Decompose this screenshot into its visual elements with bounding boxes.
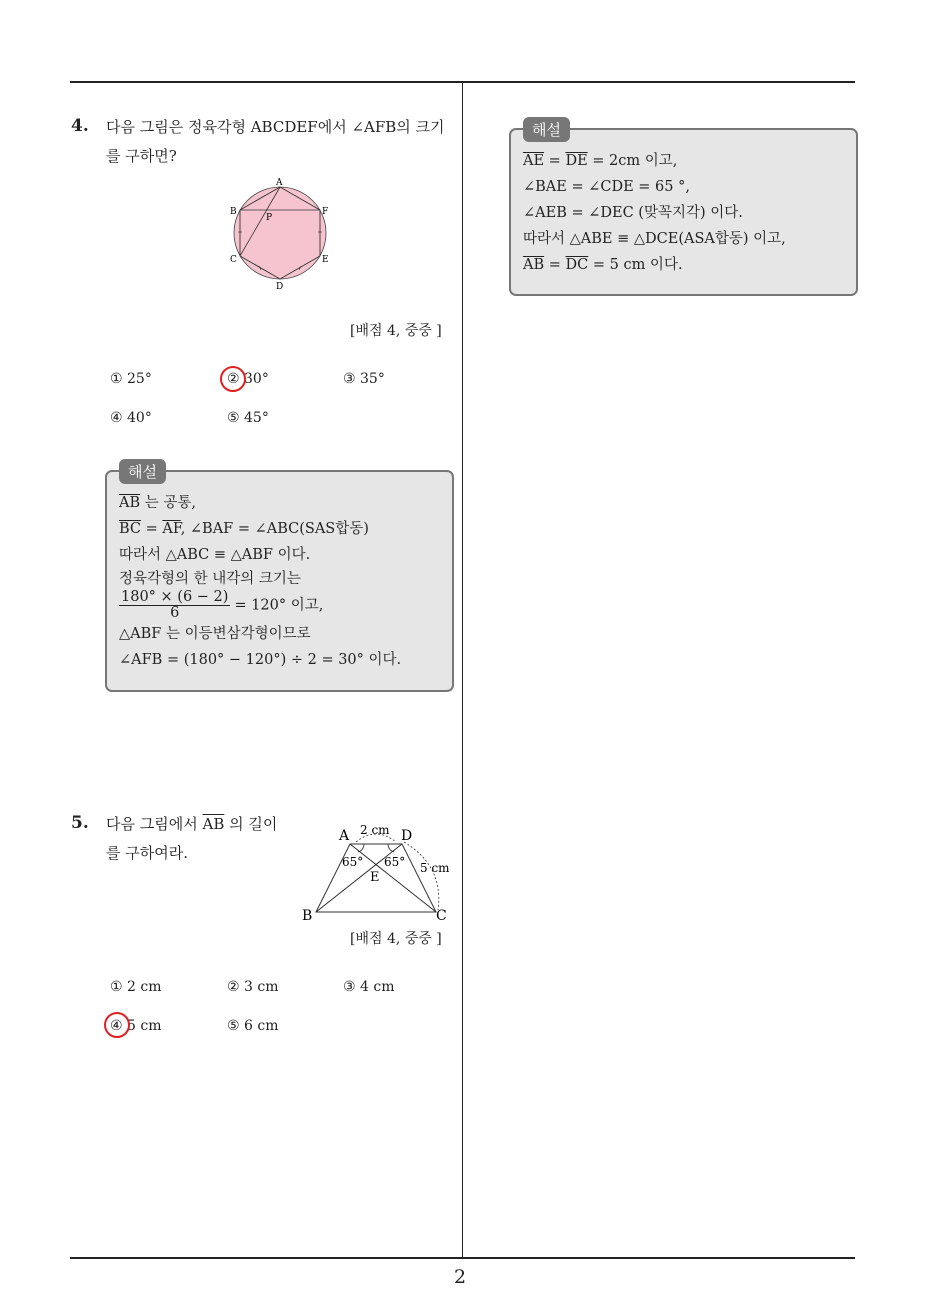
q5-sol-eq-2: = xyxy=(544,257,566,273)
q5-choice-4[interactable]: ④ 5 cm xyxy=(110,1018,162,1034)
question-5-line-2: 를 구하여라. xyxy=(106,844,188,862)
q4-answer-mark xyxy=(220,366,246,392)
label-b: B xyxy=(302,908,313,924)
q5-sol-line-5 xyxy=(523,252,786,278)
trapezoid-figure xyxy=(298,818,458,924)
q4-choice-2[interactable]: ② 30° xyxy=(227,371,269,387)
segment-ae: $\overline{AE}$ xyxy=(523,153,545,169)
question-5-line-1 xyxy=(106,810,277,839)
segment-af: $\overline{AF}$ xyxy=(162,521,181,537)
segment-ab: $\overline{AB}$ xyxy=(119,495,141,511)
question-4-number: 4. xyxy=(71,116,89,136)
question-4-line-1: 다음 그림은 정육각형 ABCDEF에서 ∠AFB의 크기 xyxy=(106,118,445,136)
fraction xyxy=(119,590,230,621)
q4-sol-line-4: 정육각형의 한 내각의 크기는 xyxy=(119,571,301,587)
label-d: D xyxy=(276,282,284,292)
q5-segment-ab: $\overline{AB}$ xyxy=(202,815,225,833)
label-a: A xyxy=(276,178,283,188)
hexagon-figure xyxy=(226,176,336,294)
q5-line-1-b: 의 길이 xyxy=(224,815,278,833)
fraction-denominator: 6 xyxy=(170,605,180,621)
segment-de: $\overline{DE}$ xyxy=(565,153,588,169)
q4-choice-5[interactable]: ⑤ 45° xyxy=(227,410,269,426)
q5-solution-tab: 해설 xyxy=(523,117,570,142)
label-a: A xyxy=(339,828,350,844)
label-e: E xyxy=(370,870,380,885)
q5-solution-content xyxy=(523,148,786,278)
q5-sol-line-5-rest: = 5 cm 이다. xyxy=(588,257,683,273)
arc-5cm xyxy=(404,842,439,910)
question-4-score: [배점 4, 중중 ] xyxy=(350,323,442,339)
q5-sol-line-1-rest: = 2cm 이고, xyxy=(587,153,678,169)
question-5-score: [배점 4, 중중 ] xyxy=(350,931,442,947)
label-c: C xyxy=(436,908,447,924)
page-number: 2 xyxy=(454,1266,467,1288)
q5-sol-line-3: ∠AEB = ∠DEC (맞꼭지각) 이다. xyxy=(523,205,743,221)
q5-solution-box xyxy=(509,128,858,296)
question-5-text xyxy=(106,810,277,868)
q4-choice-1[interactable]: ① 25° xyxy=(110,371,152,387)
segment-bc: $\overline{BC}$ xyxy=(119,521,142,537)
fraction-rest: = 120° 이고, xyxy=(234,597,324,614)
q5-line-1-a: 다음 그림에서 xyxy=(106,815,203,833)
question-4-text xyxy=(106,113,445,171)
fraction-numerator: 180° × (6 − 2) xyxy=(121,589,229,605)
q4-choice-4[interactable]: ④ 40° xyxy=(110,410,152,426)
q5-choice-3[interactable]: ③ 4 cm xyxy=(343,979,395,995)
q5-choice-1[interactable]: ① 2 cm xyxy=(110,979,162,995)
q5-sol-line-1 xyxy=(523,148,786,174)
q4-sol-line-3: 따라서 △ABC ≡ △ABF 이다. xyxy=(119,547,311,563)
q4-sol-eq: = xyxy=(141,521,163,537)
circumscribed-circle xyxy=(234,187,329,279)
q4-sol-line-7: ∠AFB = (180° − 120°) ÷ 2 = 30° 이다. xyxy=(119,652,402,668)
label-p: P xyxy=(266,213,273,223)
q4-choice-3[interactable]: ③ 35° xyxy=(343,371,385,387)
q5-choice-5[interactable]: ⑤ 6 cm xyxy=(227,1018,279,1034)
q4-sol-line-1-rest: 는 공통, xyxy=(140,495,196,511)
segment-ab-2: $\overline{AB}$ xyxy=(523,257,545,273)
q5-sol-line-2: ∠BAE = ∠CDE = 65 °, xyxy=(523,179,690,195)
q4-sol-line-2-rest: , ∠BAF = ∠ABC(SAS합동) xyxy=(180,521,369,537)
q5-answer-mark xyxy=(104,1012,130,1038)
q4-solution-content xyxy=(119,490,401,673)
question-5-number: 5. xyxy=(71,813,89,833)
label-5cm: 5 cm xyxy=(420,861,450,875)
label-65-left: 65° xyxy=(342,855,364,869)
q5-choice-2[interactable]: ② 3 cm xyxy=(227,979,279,995)
column-divider xyxy=(462,82,463,1258)
label-65-right: 65° xyxy=(384,855,406,869)
label-d: D xyxy=(401,828,413,844)
q5-sol-eq-1: = xyxy=(544,153,566,169)
label-b: B xyxy=(230,207,237,217)
label-c: C xyxy=(230,255,237,265)
q4-solution-box xyxy=(105,470,454,692)
q5-sol-line-4: 따라서 △ABE ≡ △DCE(ASA합동) 이고, xyxy=(523,231,786,247)
q4-sol-line-6: △ABF 는 이등변삼각형이므로 xyxy=(119,626,311,642)
q4-sol-line-5 xyxy=(119,590,401,621)
q4-solution-tab: 해설 xyxy=(119,459,166,484)
q4-sol-line-1 xyxy=(119,490,401,516)
label-2cm: 2 cm xyxy=(360,823,390,837)
bottom-rule xyxy=(70,1257,855,1259)
question-4-line-2: 를 구하면? xyxy=(106,147,177,165)
q4-sol-line-2 xyxy=(119,516,401,542)
label-f: F xyxy=(322,207,329,217)
segment-dc: $\overline{DC}$ xyxy=(565,257,589,273)
label-e: E xyxy=(322,255,329,265)
